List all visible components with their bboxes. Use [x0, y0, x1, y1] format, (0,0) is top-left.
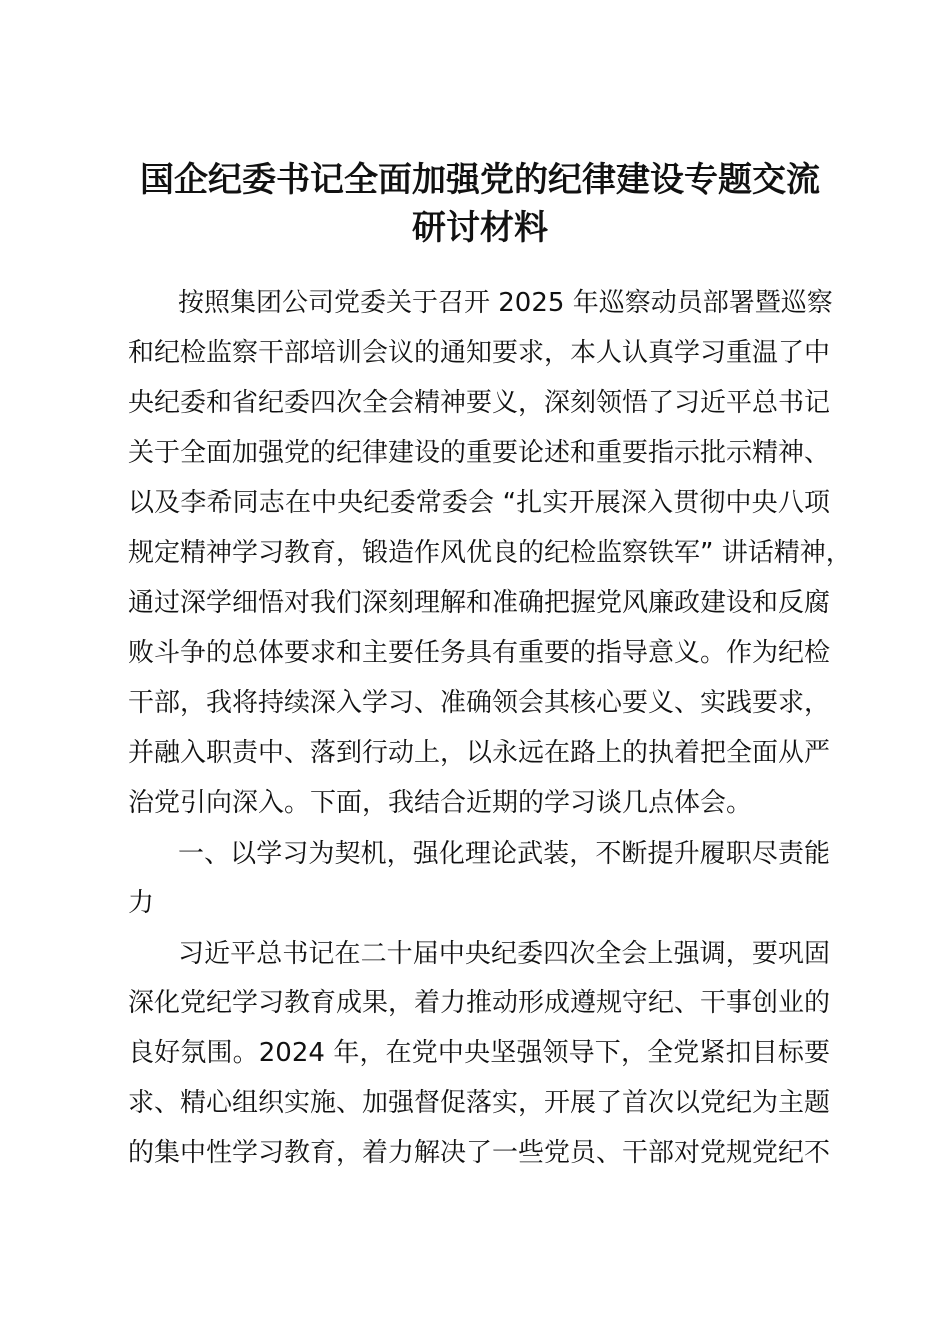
- body-line: 求、精心组织实施、加强督促落实，开展了首次以党纪为主题: [128, 1088, 831, 1118]
- title-line: 国企纪委书记全面加强党的纪律建设专题交流: [140, 160, 820, 200]
- title-line: 研讨材料: [412, 208, 548, 248]
- body-line: 治党引向深入。下面，我结合近期的学习谈几点体会。: [128, 788, 753, 818]
- body-line: 习近平总书记在二十届中央纪委四次全会上强调，要巩固: [178, 939, 830, 969]
- section-heading-line: 一、以学习为契机，强化理论武装，不断提升履职尽责能: [178, 839, 830, 869]
- body-line: 以及李希同志在中央纪委常委会 “扎实开展深入贯彻中央八项: [128, 488, 830, 518]
- body-line: 并融入职责中、落到行动上，以永远在路上的执着把全面从严: [128, 738, 831, 768]
- body-line: 通过深学细悟对我们深刻理解和准确把握党风廉政建设和反腐: [128, 588, 831, 618]
- body-line: 和纪检监察干部培训会议的通知要求，本人认真学习重温了中: [128, 338, 831, 368]
- body-line: 关于全面加强党的纪律建设的重要论述和重要指示批示精神、: [128, 438, 831, 468]
- body-line: 按照集团公司党委关于召开 2025 年巡察动员部署暨巡察: [178, 288, 833, 318]
- body-line: 规定精神学习教育，锻造作风优良的纪检监察铁军” 讲话精神，: [128, 538, 852, 568]
- body-line: 的集中性学习教育，着力解决了一些党员、干部对党规党纪不: [128, 1138, 831, 1168]
- body-line: 败斗争的总体要求和主要任务具有重要的指导意义。作为纪检: [128, 638, 831, 668]
- document-title: [100, 156, 860, 252]
- body-line: 央纪委和省纪委四次全会精神要义，深刻领悟了习近平总书记: [128, 388, 831, 418]
- body-line: 良好氛围。2024 年，在党中央坚强领导下，全党紧扣目标要: [128, 1038, 830, 1068]
- body-line: 干部，我将持续深入学习、准确领会其核心要义、实践要求，: [128, 688, 831, 718]
- section-heading-line: 力: [128, 888, 155, 918]
- body-line: 深化党纪学习教育成果，着力推动形成遵规守纪、干事创业的: [128, 988, 831, 1018]
